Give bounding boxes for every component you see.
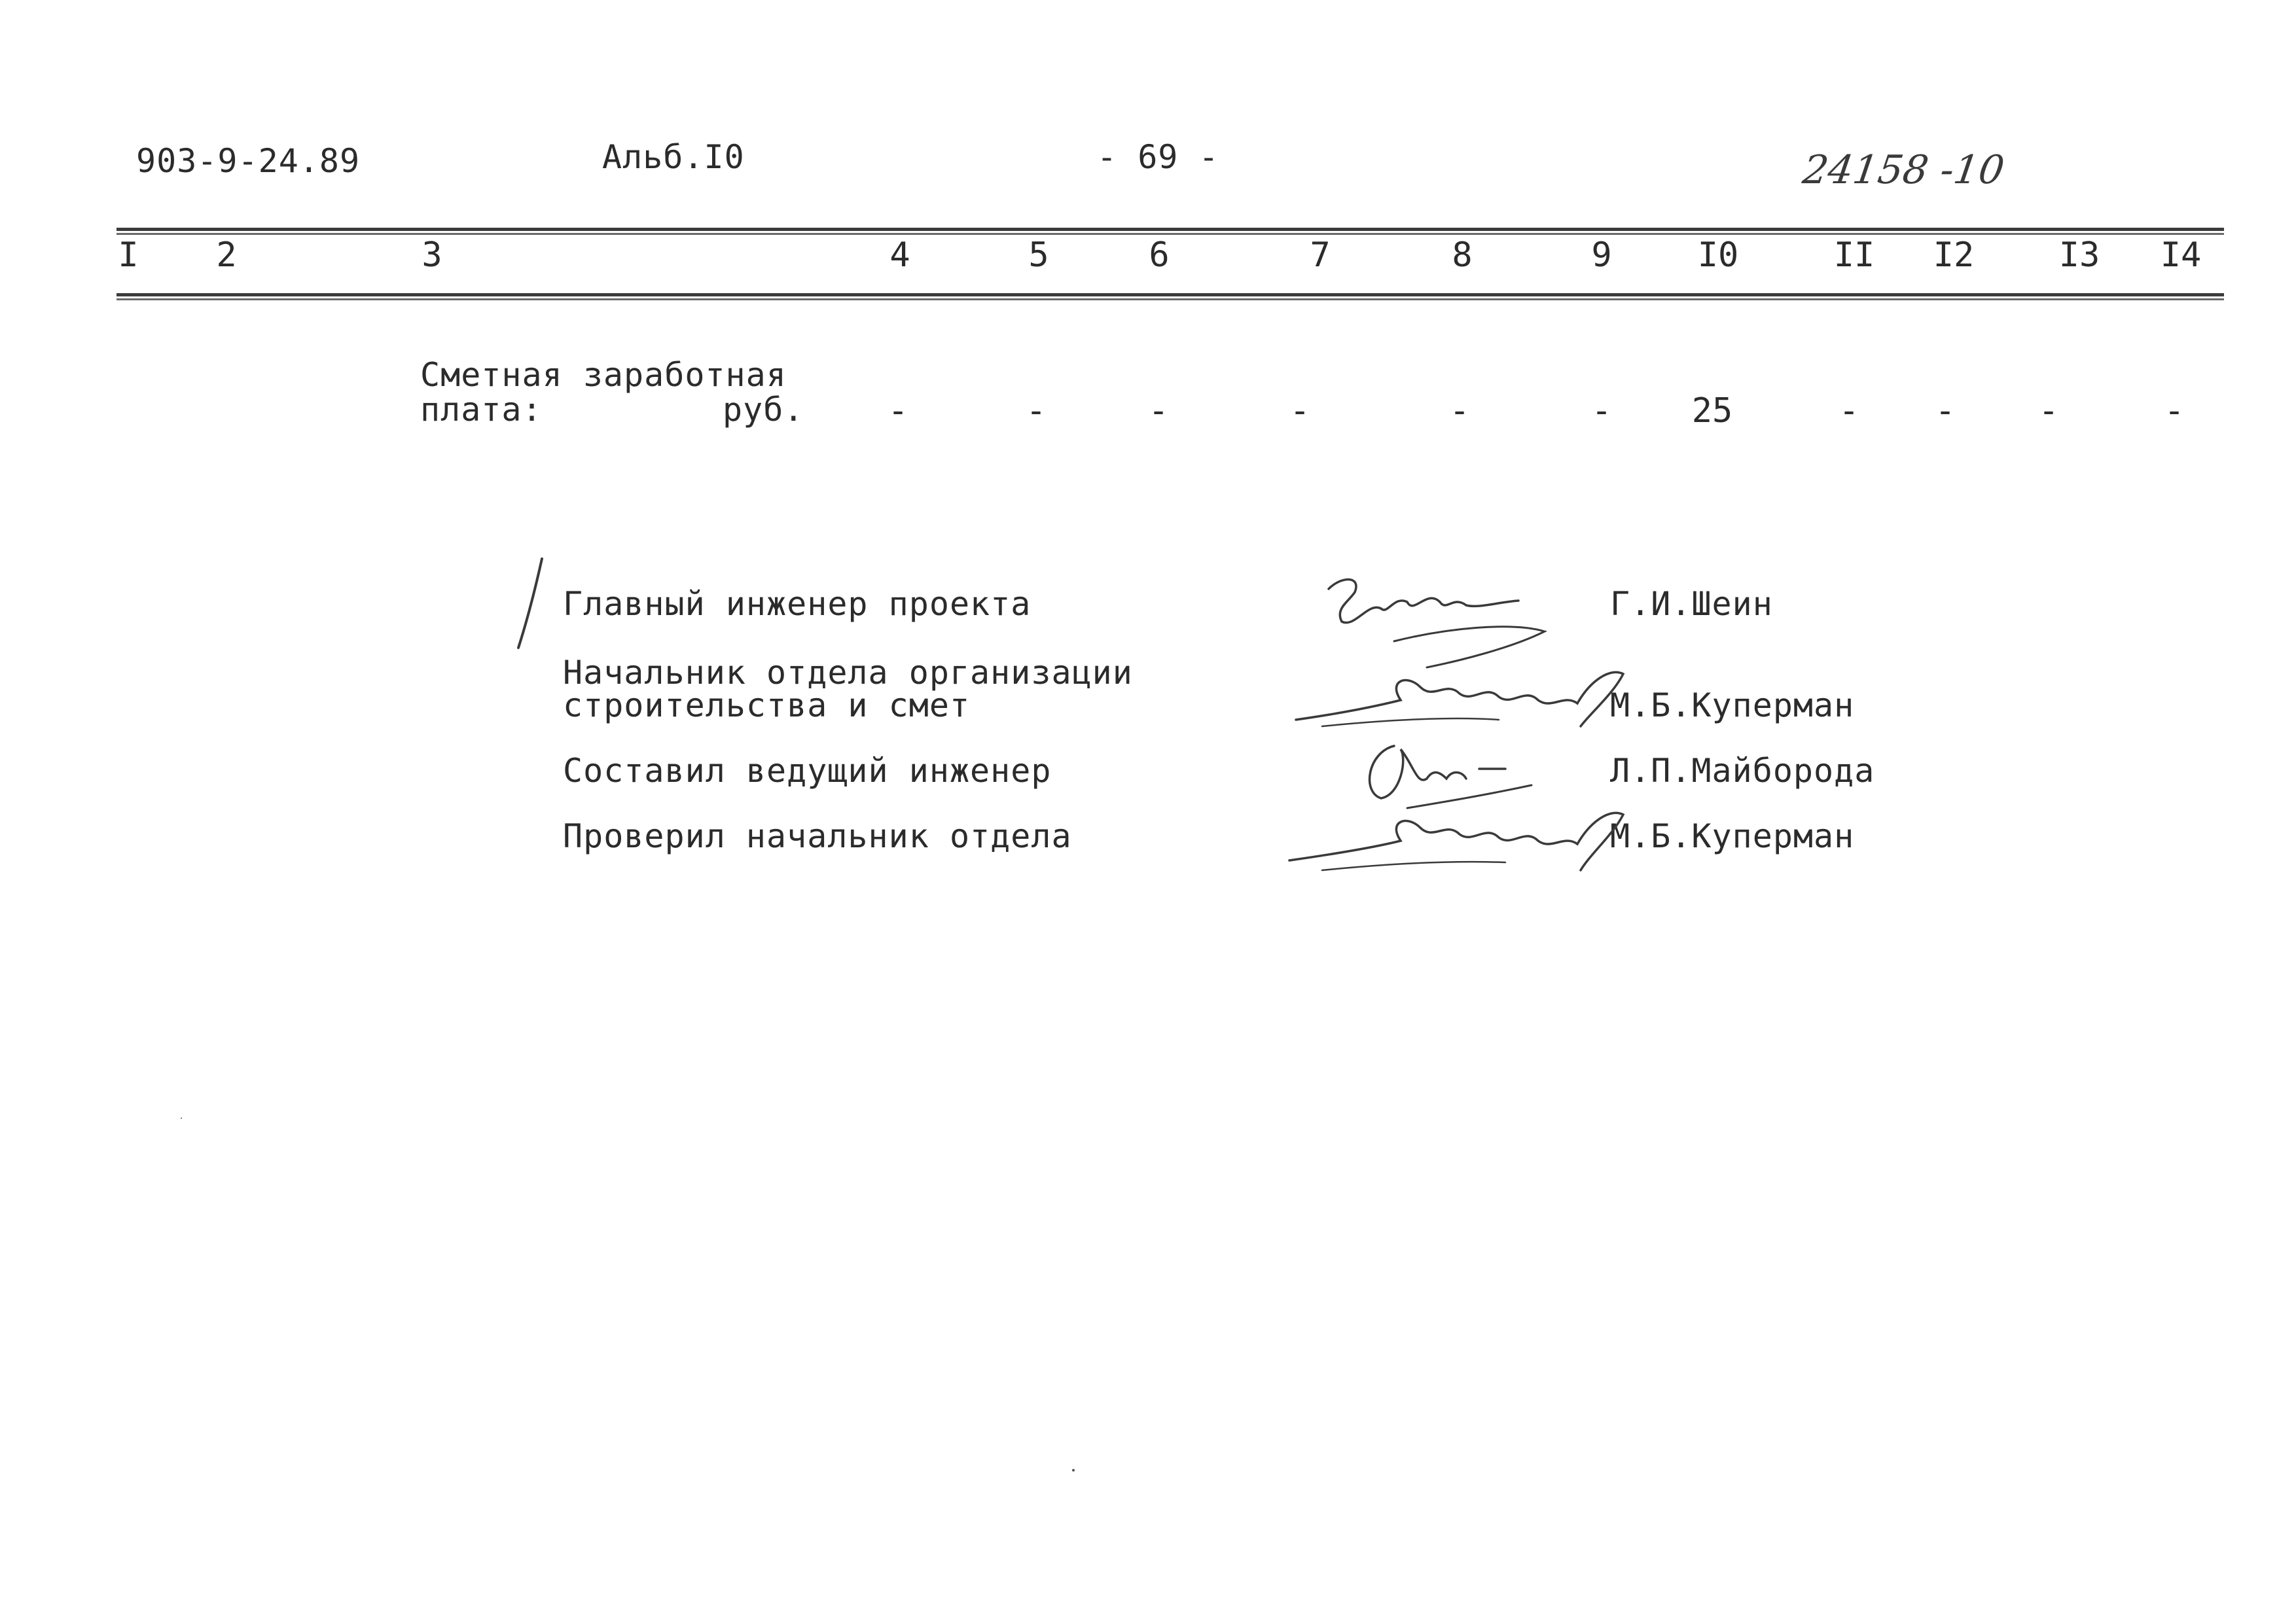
table-top-rule bbox=[117, 228, 2224, 231]
table-cell: - bbox=[1591, 391, 1612, 431]
table-cell: - bbox=[2164, 391, 2185, 431]
handwritten-inventory-number: 24158 -10 bbox=[1800, 147, 2007, 193]
column-number: I0 bbox=[1697, 236, 1739, 275]
doc-code: 903-9-24.89 bbox=[136, 142, 361, 180]
table-cell: 25 bbox=[1691, 391, 1733, 431]
signatory-name: М.Б.Куперман bbox=[1610, 817, 1855, 855]
table-cell: - bbox=[1449, 391, 1470, 431]
column-number: 5 bbox=[1028, 236, 1049, 275]
column-number: 9 bbox=[1591, 236, 1612, 275]
table-cell: - bbox=[888, 391, 908, 431]
column-number: I4 bbox=[2160, 236, 2202, 275]
table-cell: - bbox=[1026, 391, 1047, 431]
scan-speck bbox=[181, 1118, 182, 1119]
column-number: 3 bbox=[422, 236, 442, 275]
column-number: I2 bbox=[1933, 236, 1975, 275]
table-cell: - bbox=[1935, 391, 1956, 431]
table-header-bottom-rule-inner bbox=[117, 298, 2224, 300]
column-number: 2 bbox=[216, 236, 237, 275]
signature-role: строительства и смет bbox=[563, 686, 971, 724]
table-cell: - bbox=[2038, 391, 2059, 431]
column-number: I3 bbox=[2058, 236, 2100, 275]
signatory-name: Л.П.Майборода bbox=[1610, 752, 1875, 790]
signatory-name: Г.И.Шеин bbox=[1610, 585, 1773, 623]
signature-role: Проверил начальник отдела bbox=[563, 817, 1072, 855]
row-label-line1: Сметная заработная bbox=[420, 356, 787, 394]
column-number: 8 bbox=[1452, 236, 1473, 275]
signature-role: Главный инженер проекта bbox=[563, 585, 1031, 623]
column-number: II bbox=[1833, 236, 1875, 275]
column-number: 6 bbox=[1149, 236, 1170, 275]
signatory-name: М.Б.Куперман bbox=[1610, 686, 1855, 724]
signature-role: Начальник отдела организации bbox=[563, 654, 1133, 692]
table-cell: - bbox=[1148, 391, 1169, 431]
column-number: I bbox=[118, 236, 139, 275]
album-number: Альб.I0 bbox=[602, 138, 745, 176]
handwritten-signature bbox=[1276, 785, 1656, 883]
table-cell: - bbox=[1839, 391, 1859, 431]
scan-speck bbox=[1072, 1469, 1075, 1472]
page-number: - 69 - bbox=[1097, 138, 1219, 176]
row-label-line2: плата: bbox=[420, 391, 543, 429]
handwritten-signature bbox=[1283, 654, 1649, 739]
signature-role: Составил ведущий инженер bbox=[563, 752, 1052, 790]
table-cell: - bbox=[1289, 391, 1310, 431]
row-unit: руб. bbox=[723, 391, 804, 429]
table-header-bottom-rule bbox=[117, 293, 2224, 296]
margin-stroke bbox=[511, 556, 550, 654]
table-top-rule-inner bbox=[117, 233, 2224, 235]
column-number: 4 bbox=[889, 236, 910, 275]
column-number: 7 bbox=[1310, 236, 1331, 275]
